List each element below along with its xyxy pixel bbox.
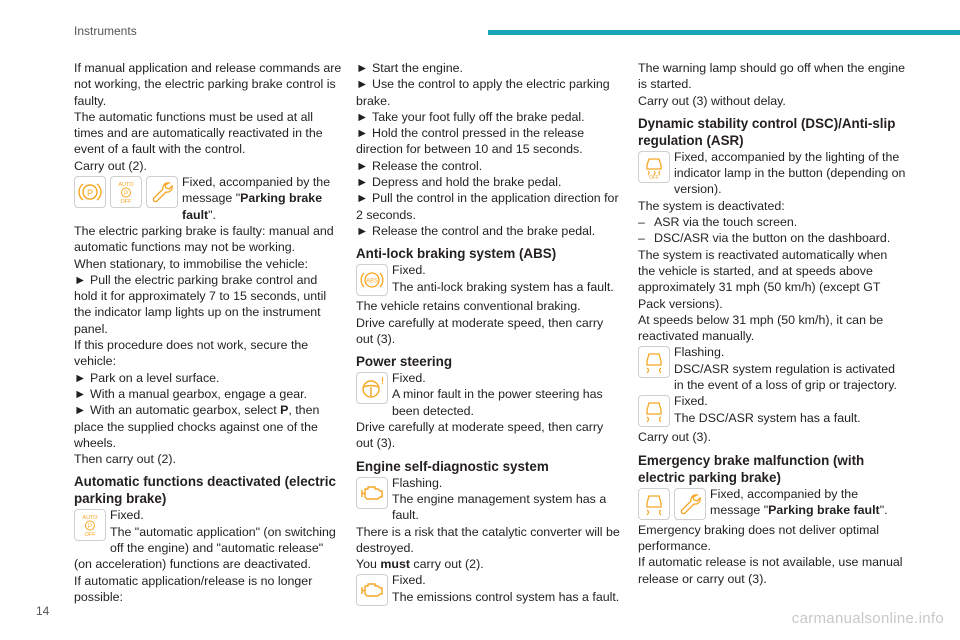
- warning-row-engine-fixed: [356, 572, 622, 608]
- svg-text:P: P: [86, 188, 94, 199]
- bullet-item: ► With a manual gearbox, engage a gear.: [74, 386, 307, 401]
- status-fixed: Fixed.: [110, 508, 144, 523]
- svg-text:!: !: [381, 376, 384, 387]
- warning-row-parking-brake-fault: [74, 174, 342, 223]
- fixed-text-post: ".: [208, 207, 216, 222]
- header-section-title: Instruments: [74, 24, 137, 38]
- abs-description: The anti-lock braking system has a fault.: [392, 279, 614, 294]
- svg-text:OFF: OFF: [649, 174, 659, 180]
- bullet-item: ► Release the control and the brake pedal.: [356, 223, 596, 238]
- bullet-item: ► Hold the control pressed in the release direction for between 10 and 15 seconds.: [356, 126, 585, 157]
- svg-text:OFF: OFF: [120, 199, 132, 206]
- column-1: [74, 60, 342, 605]
- fixed-text-pre: Fixed, accompanied by the message ": [182, 175, 331, 206]
- paragraph: The automatic functions must be used at all times and are automatically reactivated in the event of a fault with the control.: [74, 109, 323, 157]
- paragraph: Carry out (2).: [74, 158, 147, 173]
- bullet-item: ► With an automatic gearbox, select P, then place the supplied chocks against one of the wheels.: [74, 403, 320, 450]
- auto-off-parking-icon: [110, 176, 142, 208]
- engine-icon: [356, 477, 388, 509]
- warning-row-dsc-off: [638, 149, 906, 198]
- paragraph: You must carry out (2).: [356, 557, 484, 572]
- skidding-car-icon: [638, 488, 670, 520]
- status-flashing: Flashing.: [392, 475, 443, 490]
- paragraph: Drive carefully at moderate speed, then carry out (3).: [356, 420, 604, 451]
- dsc-fixed-description: Fixed, accompanied by the lighting of the indicator lamp in the button (depending on version).: [674, 149, 906, 197]
- column-2: [356, 60, 622, 608]
- bullet-item: ► Take your foot fully off the brake pedal.: [356, 109, 585, 124]
- svg-text:P: P: [87, 524, 93, 531]
- status-fixed: Fixed.: [392, 573, 426, 588]
- paragraph: The system is deactivated:: [638, 198, 785, 213]
- warning-row-emergency-brake: Fixed, accompanied by the message "Parking brake fault".: [638, 486, 906, 522]
- bullet-item: ► Park on a level surface.: [74, 370, 220, 385]
- warning-row-engine-flashing: [356, 475, 622, 524]
- paragraph: The system is reactivated automatically when the vehicle is started, and at speeds above approximately 31 mph (50 km/h) (except GT Pack versions).: [638, 247, 888, 311]
- bullet-item: ► Pull the control in the application direction for 2 seconds.: [356, 191, 619, 222]
- warning-row-dsc-flashing: [638, 344, 906, 393]
- watermark: carmanualsonline.info: [791, 610, 944, 627]
- dsc-off-icon: [638, 151, 670, 183]
- steering-wheel-warning-icon: [356, 372, 388, 404]
- dash-item: – ASR via the touch screen.: [638, 215, 798, 230]
- svg-text:OFF: OFF: [84, 532, 96, 539]
- paragraph: At speeds below 31 mph (50 km/h), it can be reactivated manually.: [638, 312, 884, 344]
- heading-automatic-functions: Automatic functions deactivated (electric parking brake): [74, 474, 336, 507]
- status-flashing: Flashing.: [674, 345, 725, 360]
- engine-description: The engine management system has a fault.: [392, 491, 607, 523]
- dsc-flash-description: DSC/ASR system regulation is activated in the event of a loss of grip or trajectory.: [674, 361, 897, 393]
- warning-row-dsc-fixed: [638, 393, 906, 429]
- bullet-item: ► Start the engine.: [356, 61, 463, 75]
- emissions-description: The emissions control system has a fault.: [392, 589, 620, 604]
- bullet-item: ► Pull the electric parking brake control and hold it for approximately 7 to 15 seconds, until the indicator lamp lights up on the instrument panel.: [74, 272, 327, 336]
- paragraph: There is a risk that the catalytic converter will be destroyed.: [356, 524, 620, 555]
- warning-row-power-steering: [356, 370, 622, 419]
- svg-text:ABS: ABS: [365, 278, 379, 285]
- abs-icon: [356, 264, 388, 296]
- heading-power-steering: Power steering: [356, 354, 452, 370]
- paragraph: If automatic release is not available, use manual release or carry out (3).: [638, 555, 903, 586]
- status-fixed: Fixed.: [392, 371, 426, 386]
- column-3: [638, 60, 906, 587]
- auto-off-parking-icon: [74, 509, 106, 541]
- skidding-car-icon: [638, 346, 670, 378]
- paragraph: The warning lamp should go off when the engine is started.: [638, 61, 906, 92]
- skidding-car-icon: [638, 395, 670, 427]
- paragraph: If manual application and release commands are not working, the electric parking brake control is faulty.: [74, 61, 342, 108]
- wrench-icon: [146, 176, 178, 208]
- svg-text:AUTO: AUTO: [118, 182, 134, 189]
- heading-emergency-brake: Emergency brake malfunction (with electric parking brake): [638, 452, 865, 485]
- paragraph: Carry out (3).: [638, 430, 711, 445]
- paragraph: If this procedure does not work, secure the vehicle:: [74, 338, 309, 369]
- paragraph: The vehicle retains conventional braking.: [356, 299, 581, 314]
- paragraph: Carry out (3) without delay.: [638, 93, 786, 108]
- warning-row-abs: [356, 262, 622, 298]
- power-steering-description: A minor fault in the power steering has been detected.: [392, 387, 603, 418]
- bullet-item: ► Depress and hold the brake pedal.: [356, 175, 562, 190]
- fixed-text-bold: Parking brake fault: [182, 191, 323, 222]
- svg-text:AUTO: AUTO: [82, 515, 98, 522]
- paragraph: If automatic application/release is no longer possible:: [74, 573, 313, 604]
- heading-dsc-asr: Dynamic stability control (DSC)/Anti-slip regulation (ASR): [638, 115, 896, 148]
- page-number: 14: [36, 604, 50, 618]
- paragraph: Emergency braking does not deliver optimal performance.: [638, 522, 880, 553]
- dsc-fault-description: The DSC/ASR system has a fault.: [674, 410, 861, 425]
- paragraph: Drive carefully at moderate speed, then carry out (3).: [356, 315, 604, 346]
- heading-abs: Anti-lock braking system (ABS): [356, 246, 557, 262]
- bullet-item: ► Release the control.: [356, 158, 483, 173]
- engine-icon: [356, 574, 388, 606]
- status-fixed: Fixed.: [674, 394, 708, 409]
- heading-engine-diagnostic: Engine self-diagnostic system: [356, 458, 549, 474]
- svg-text:P: P: [123, 191, 129, 198]
- paragraph: Then carry out (2).: [74, 452, 176, 467]
- bullet-item: ► Use the control to apply the electric parking brake.: [356, 77, 610, 108]
- warning-row-auto-deactivated: [74, 507, 342, 572]
- wrench-icon: [674, 488, 706, 520]
- paragraph: When stationary, to immobilise the vehicle:: [74, 256, 308, 271]
- parking-brake-warning-icon: [74, 176, 106, 208]
- status-fixed: Fixed.: [392, 263, 426, 278]
- paragraph: The electric parking brake is faulty: manual and automatic functions may not be working.: [74, 223, 334, 255]
- header-accent-bar: [488, 30, 960, 35]
- auto-description: The "automatic application" (on switching off the engine) and "automatic release" (on acceleration) functions are deactivated.: [74, 524, 336, 572]
- dash-item: – DSC/ASR via the button on the dashboard.: [638, 231, 891, 246]
